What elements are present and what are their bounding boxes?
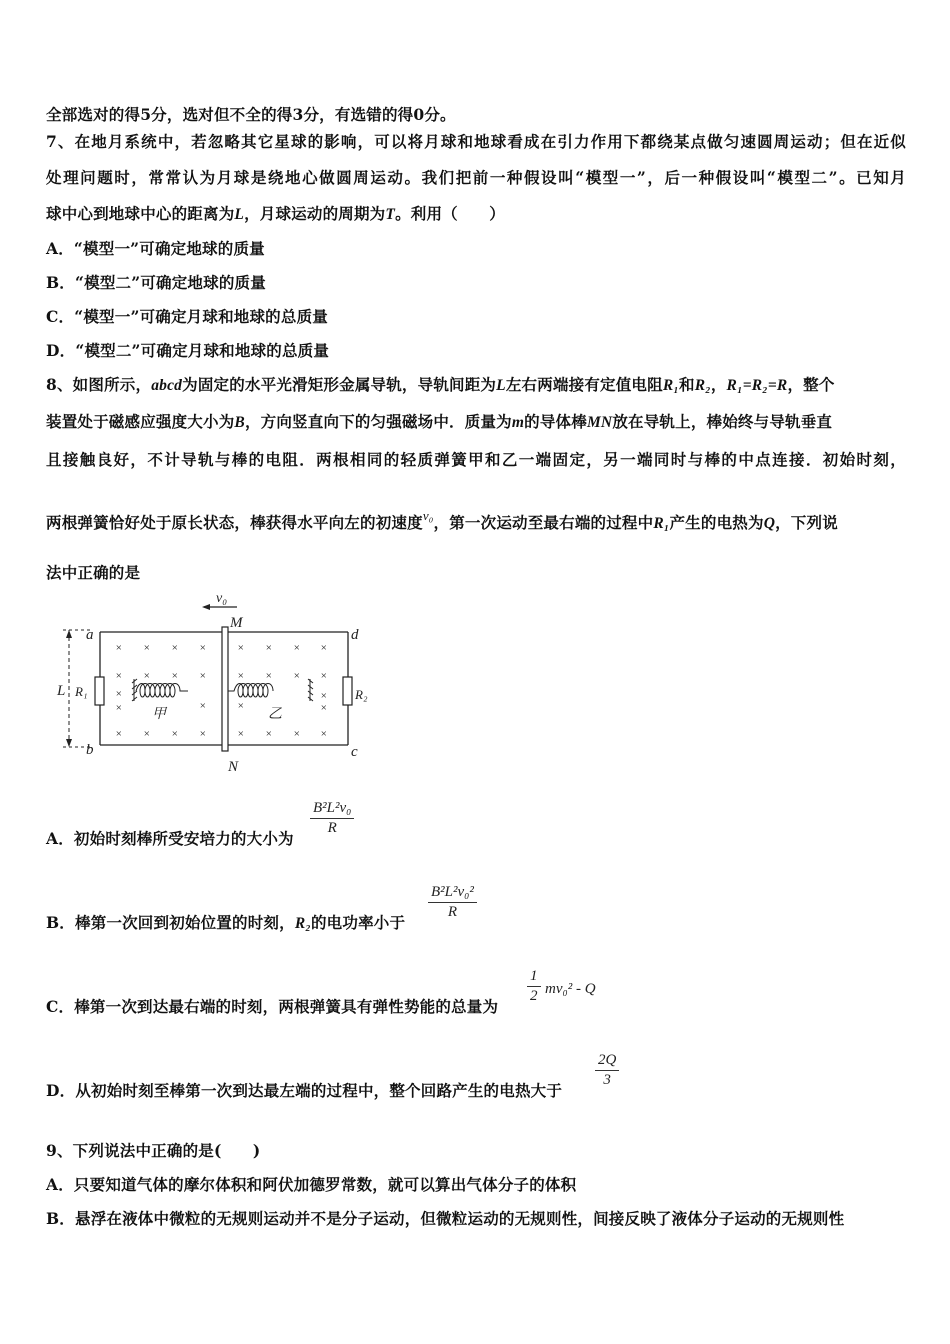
q8-line-2: 装置处于磁感应强度大小为B，方向竖直向下的匀强磁场中．质量为m的导体棒MN放在导轨上，棒始终与导轨垂直	[46, 412, 833, 431]
q8-line-4: 两根弹簧恰好处于原长状态，棒获得水平向左的初速度$^{v_0}$，第一次运动至最右端的过程中R₁产生的电热为Q，下列说	[46, 508, 838, 532]
svg-text:×: ×	[293, 642, 301, 654]
rod-mn	[222, 627, 228, 751]
q8-line-5: 法中正确的是	[46, 563, 141, 582]
q8-option-c: C．棒第一次到达最右端的时刻，两根弹簧具有弹性势能的总量为	[46, 997, 499, 1016]
svg-text:×: ×	[199, 670, 207, 682]
svg-text:×: ×	[320, 728, 328, 740]
svg-text:×: ×	[115, 688, 123, 700]
q7-line-2: 处理问题时，常常认为月球是绕地心做圆周运动。我们把前一种假设叫“模型一”，后一种假设叫“模型二”。已知月	[46, 168, 906, 187]
q9-option-b: B．悬浮在液体中微粒的无规则运动并不是分子运动，但微粒运动的无规则性，间接反映了液体分子运动的无规则性	[46, 1209, 845, 1228]
svg-text:×: ×	[265, 642, 273, 654]
fig-label-jia: 甲	[152, 707, 166, 722]
spring-yi	[228, 679, 313, 701]
svg-text:×: ×	[320, 642, 328, 654]
fig-label-R2: R₂	[355, 687, 368, 702]
svg-text:×: ×	[171, 728, 179, 740]
svg-text:×: ×	[293, 670, 301, 682]
fig-label-b: b	[86, 742, 94, 758]
q8-option-b: B．棒第一次回到初始位置的时刻，R₂的电功率小于	[46, 913, 406, 932]
svg-text:×: ×	[199, 700, 207, 712]
spring-jia	[132, 679, 188, 701]
scoring-note: 全部选对的得5分，选对但不全的得3分，有选错的得0分。	[46, 105, 456, 124]
fig-label-v0: v₀	[216, 591, 228, 606]
svg-text:×: ×	[237, 670, 245, 682]
formula-c: $\frac{1}{2}$	[527, 968, 541, 1005]
q8-option-d: D．从初始时刻至棒第一次到达最左端的过程中，整个回路产生的电热大于	[46, 1081, 563, 1100]
q7-line-3: 球中心到地球中心的距离为L，月球运动的周期为T。利用（ ）	[46, 204, 505, 223]
fig-label-R1: R₁	[75, 684, 88, 699]
q8-option-a: A．初始时刻棒所受安培力的大小为	[46, 829, 294, 848]
q7-option-b: B．“模型二”可确定地球的质量	[46, 273, 266, 292]
fig-label-N: N	[228, 759, 239, 772]
fig-label-a: a	[86, 627, 94, 643]
svg-text:×: ×	[143, 670, 151, 682]
fig-label-c: c	[351, 744, 358, 760]
resistor-r1	[95, 677, 104, 705]
resistor-r2	[343, 677, 352, 705]
q9-option-a: A．只要知道气体的摩尔体积和阿伏加德罗常数，就可以算出气体分子的体积	[46, 1175, 577, 1194]
svg-text:×: ×	[171, 642, 179, 654]
q7-option-d: D．“模型二”可确定月球和地球的总质量	[46, 341, 330, 360]
field-crosses	[115, 642, 327, 740]
svg-text:×: ×	[320, 702, 328, 714]
svg-text:×: ×	[265, 670, 273, 682]
svg-text:×: ×	[143, 728, 151, 740]
fig-label-M: M	[230, 615, 243, 631]
svg-text:×: ×	[320, 670, 328, 682]
svg-text:×: ×	[237, 700, 245, 712]
formula-d: $\frac{2Q}{3}$	[595, 1052, 619, 1089]
q7-option-a: A．“模型一”可确定地球的质量	[46, 239, 265, 258]
svg-text:×: ×	[199, 642, 207, 654]
svg-text:×: ×	[115, 702, 123, 714]
q7-option-c: C．“模型一”可确定月球和地球的总质量	[46, 307, 328, 326]
svg-text:×: ×	[237, 728, 245, 740]
svg-text:×: ×	[171, 670, 179, 682]
svg-text:×: ×	[115, 670, 123, 682]
formula-b: $\frac{\text{B²L²v₀²}}{R}$	[428, 884, 477, 921]
svg-text:×: ×	[237, 642, 245, 654]
svg-text:×: ×	[115, 728, 123, 740]
formula-a: $\frac{\text{B²L²v₀}}{R}$	[310, 800, 354, 837]
fig-label-d: d	[351, 627, 359, 643]
svg-text:×: ×	[320, 690, 328, 702]
circuit-figure	[52, 587, 382, 772]
svg-text:×: ×	[143, 642, 151, 654]
svg-text:×: ×	[293, 728, 301, 740]
q8-line-3: 且接触良好，不计导轨与棒的电阻．两根相同的轻质弹簧甲和乙一端固定，另一端同时与棒的中点连接．初始时刻，	[46, 450, 906, 469]
svg-text:×: ×	[265, 728, 273, 740]
q7-line-1: 7、在地月系统中，若忽略其它星球的影响，可以将月球和地球看成在引力作用下都绕某点做匀速圆周运动；但在近似	[46, 132, 906, 151]
formula-c-tail: mv₀² - Q	[545, 981, 596, 997]
svg-text:×: ×	[199, 728, 207, 740]
svg-text:×: ×	[115, 642, 123, 654]
fig-label-L: L	[57, 683, 66, 699]
fig-label-yi: 乙	[268, 707, 282, 722]
q9-stem: 9、下列说法中正确的是( )	[46, 1141, 261, 1160]
q8-line-1: 8、如图所示，abcd为固定的水平光滑矩形金属导轨，导轨间距为L左右两端接有定值电阻R₁和R₂，R₁=R₂=R，整个	[46, 375, 835, 394]
